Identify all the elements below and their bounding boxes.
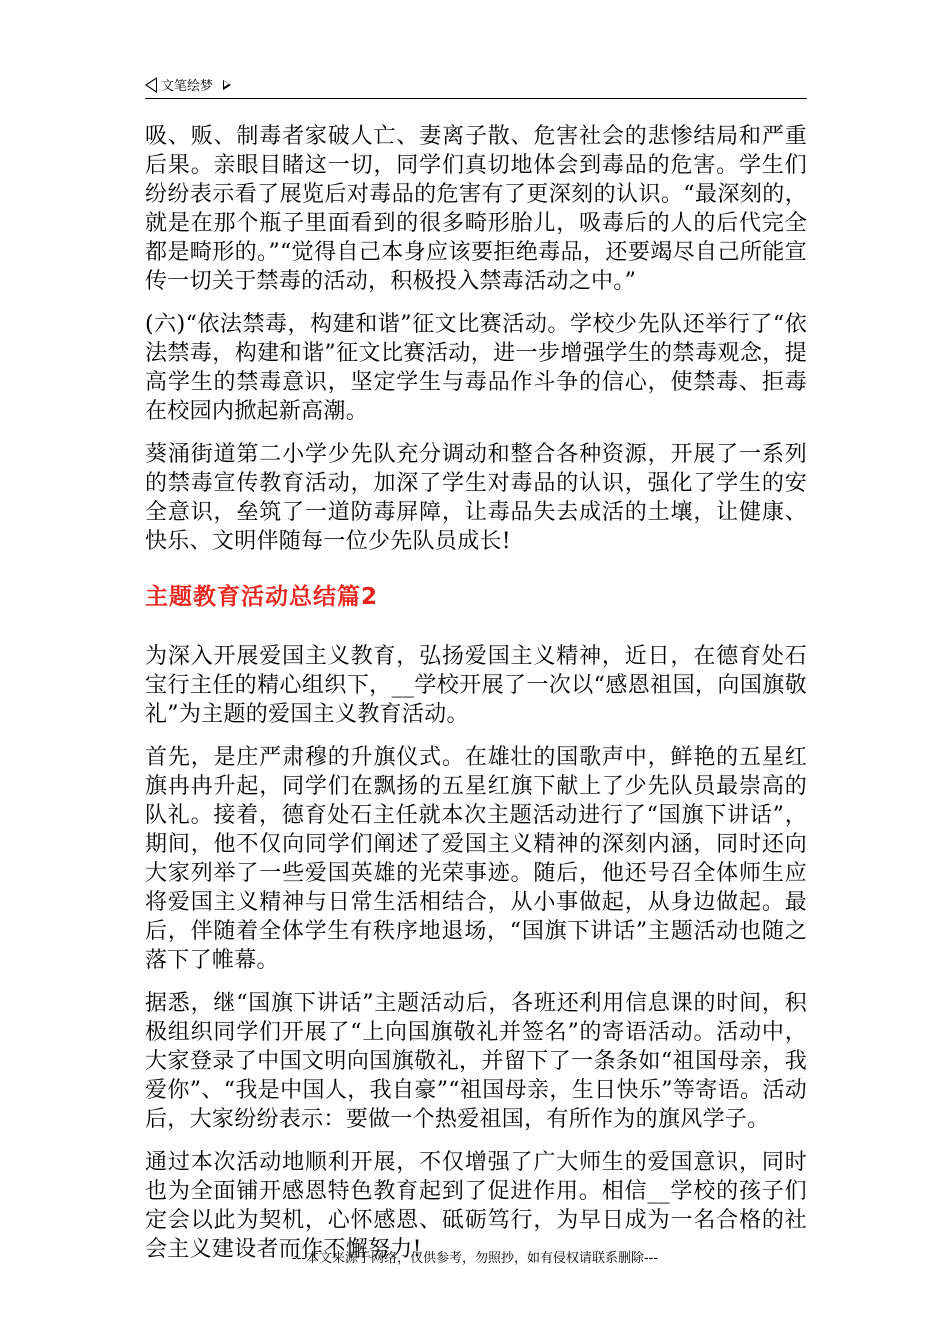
paragraph: 通过本次活动地顺利开展，不仅增强了广大师生的爱国意识，同时也为全面铺开感恩特色教育起到了促进作用。相信__学校的孩子们定会以此为契机，心怀感恩、砥砺笃行，为早日成为一名合格的社会主义建设者而作不懈努力! bbox=[145, 1150, 807, 1262]
page-header bbox=[145, 72, 807, 99]
left-triangle-icon bbox=[145, 77, 157, 93]
paragraph: 据悉，继“国旗下讲话”主题活动后，各班还利用信息课的时间，积极组织同学们开展了“上向国旗敬礼并签名”的寄语活动。活动中，大家登录了中国文明向国旗敬礼，并留下了一条条如“祖国母亲，我爱你”、“我是中国人，我自豪”“祖国母亲，生日快乐”等寄语。活动后，大家纷纷表示：要做一个热爱祖国，有所作为的旗风学子。 bbox=[145, 991, 807, 1132]
paragraph: (六)“依法禁毒，构建和谐”征文比赛活动。学校少先队还举行了“依法禁毒，构建和谐”征文比赛活动，进一步增强学生的禁毒观念，提高学生的禁毒意识，坚定学生与毒品作斗争的信心，使禁毒、拒毒在校园内掀起新高潮。 bbox=[145, 312, 807, 424]
paragraph: 吸、贩、制毒者家破人亡、妻离子散、危害社会的悲惨结局和严重后果。亲眼目睹这一切，同学们真切地体会到毒品的危害。学生们纷纷表示看了展览后对毒品的危害有了更深刻的认识。“最深刻的，就是在那个瓶子里面看到的很多畸形胎儿，吸毒后的人的后代完全都是畸形的。”“觉得自己本身应该要拒绝毒品，还要竭尽自己所能宣传一切关于禁毒的活动，积极投入禁毒活动之中。” bbox=[145, 124, 807, 294]
page-footer: ---本文来源于网络，仅供参考，勿照抄，如有侵权请联系删除--- bbox=[291, 1251, 659, 1266]
document-body bbox=[145, 122, 807, 1278]
paragraph: 首先，是庄严肃穆的升旗仪式。在雄壮的国歌声中，鲜艳的五星红旗冉冉升起，同学们在飘扬的五星红旗下献上了少先队员最崇高的队礼。接着，德育处石主任就本次主题活动进行了“国旗下讲话”，期间，他不仅向同学们阐述了爱国主义精神的深刻内涵，同时还向大家列举了一些爱国英雄的光荣事迹。随后，他还号召全体师生应将爱国主义精神与日常生活相结合，从小事做起，从身边做起。最后，伴随着全体学生有秩序地退场，“国旗下讲话”主题活动也随之落下了帷幕。 bbox=[145, 745, 807, 973]
paragraph: 葵涌街道第二小学少先队充分调动和整合各种资源，开展了一系列的禁毒宣传教育活动，加深了学生对毒品的认识，强化了学生的安全意识，垒筑了一道防毒屏障，让毒品失去成活的土壤，让健康、快乐、文明伴随每一位少先队员成长! bbox=[145, 442, 807, 554]
paragraph: 为深入开展爱国主义教育，弘扬爱国主义精神，近日，在德育处石宝行主任的精心组织下，__学校开展了一次以“感恩祖国，向国旗敬礼”为主题的爱国主义教育活动。 bbox=[145, 644, 807, 727]
header-brand bbox=[145, 75, 231, 94]
section-heading: 主题教育活动总结篇2 bbox=[145, 584, 379, 610]
right-triangle-icon bbox=[223, 80, 231, 90]
brand-text: 文笔绘梦 bbox=[161, 79, 214, 94]
